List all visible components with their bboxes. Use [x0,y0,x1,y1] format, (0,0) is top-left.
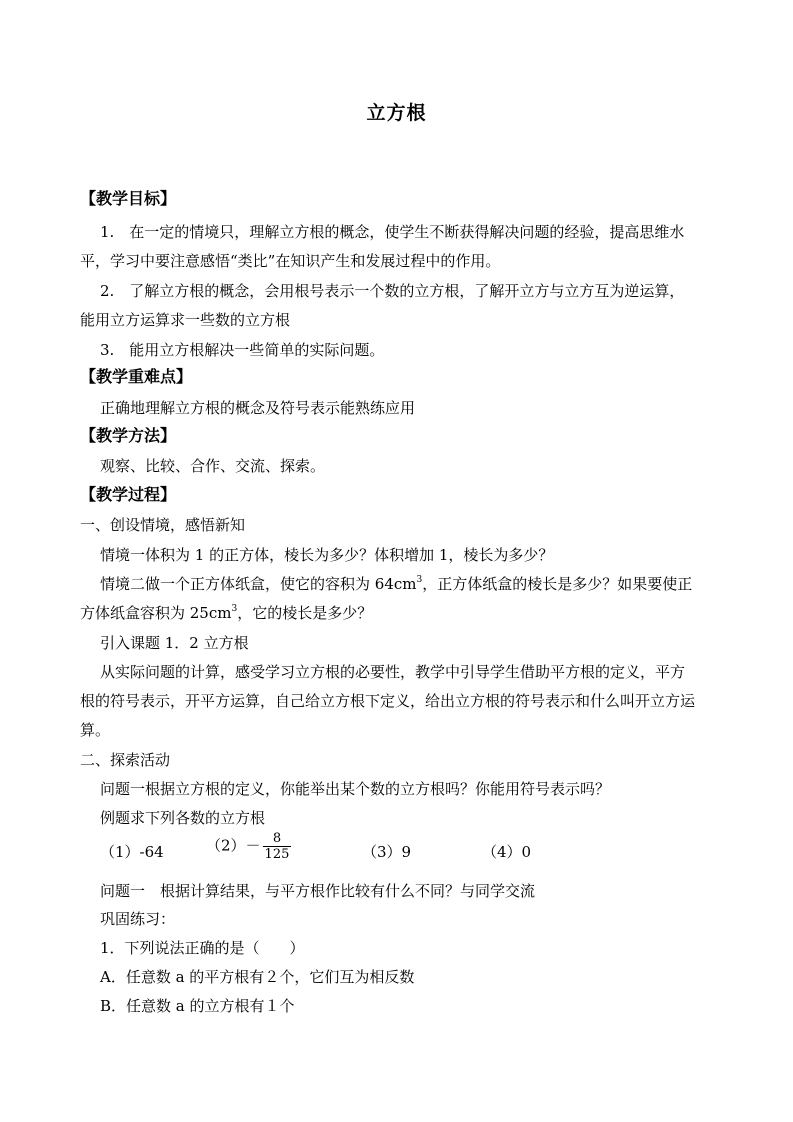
fraction-numerator: 8 [263,831,292,847]
fraction-denominator: 125 [264,847,290,862]
practice-label: 巩固练习： [100,910,176,928]
example-item-3: （3）9 [362,843,412,861]
scene1-text: 情境一体积为 1 的正方体，棱长为多少？体积增加 1，棱长为多少？ [100,546,554,564]
exercise-question-1: 1．下列说法正确的是（ ） [100,939,305,957]
example-item-2 [206,831,291,862]
scene2-part-a: 情境二做一个正方体纸盒，使它的容积为 64cm [100,575,417,593]
method-heading: 【教学方法】 [80,426,177,445]
option-a: A．任意数 a 的平方根有２个，它们互为相反数 [100,968,415,986]
goal1-line2: 平，学习中要注意感悟“类比”在知识产生和发展过程中的作用。 [80,252,501,270]
scene2-part-c: 方体纸盒容积为 25cm [80,604,232,622]
example-intro: 例题求下列各数的立方根 [100,809,266,827]
scene2-line2 [80,603,372,623]
goals-heading: 【教学目标】 [80,189,177,208]
question2-text: 问题一 根据计算结果，与平方根作比较有什么不同？与同学交流 [100,882,536,900]
part2-title: 二、探索活动 [80,751,171,769]
example-item-4: （4）0 [482,843,532,861]
scene2-line1 [100,574,692,594]
goal1-line1-text: 1. 在一定的情境只，理解立方根的概念，使学生不断获得解决问题的经验，提高思维水 [100,223,685,241]
example-fraction [263,831,292,862]
key-text: 正确地理解立方根的概念及符号表示能熟练应用 [100,399,416,417]
process-heading: 【教学过程】 [80,485,177,504]
scene2-part-d: ，它的棱长是多少？ [237,604,373,622]
scene2-part-b: ，正方体纸盒的棱长是多少？如果要使正 [422,575,693,593]
goal1-line1 [100,222,721,242]
part1-title: 一、创设情境，感悟新知 [80,516,246,534]
goal2-line1: 2. 了解立方根的概念，会用根号表示一个数的立方根，了解开立方与立方互为逆运算， [100,282,685,300]
scene2-exponent: 3 [416,575,423,585]
question1-text: 问题一根据立方根的定义，你能举出某个数的立方根吗？你能用符号表示吗？ [100,780,611,798]
method-text: 观察、比较、合作、交流、探索。 [100,457,326,475]
key-heading: 【教学重难点】 [80,367,193,386]
option-b: B．任意数 a 的立方根有１个 [100,997,295,1015]
example-item-1: （1）-64 [100,843,164,861]
scene2-exponent-2: 3 [231,604,238,614]
page-title: 立方根 [366,102,427,124]
explain-line1: 从实际问题的计算，感受学习立方根的必要性，教学中引导学生借助平方根的定义，平方 [100,663,686,681]
explain-line2: 根的符号表示，开平方运算，自己给立方根下定义，给出立方根的符号表示和什么叫开立方运 [80,692,696,710]
example-item-2-prefix: （2）－ [206,836,261,855]
goal2-line2: 能用立方运算求一些数的立方根 [80,311,291,329]
explain-line3: 算。 [80,721,111,739]
intro-text: 引入课题 1．2 立方根 [100,634,249,652]
goal3-line: 3. 能用立方根解决一些简单的实际问题。 [100,341,385,359]
